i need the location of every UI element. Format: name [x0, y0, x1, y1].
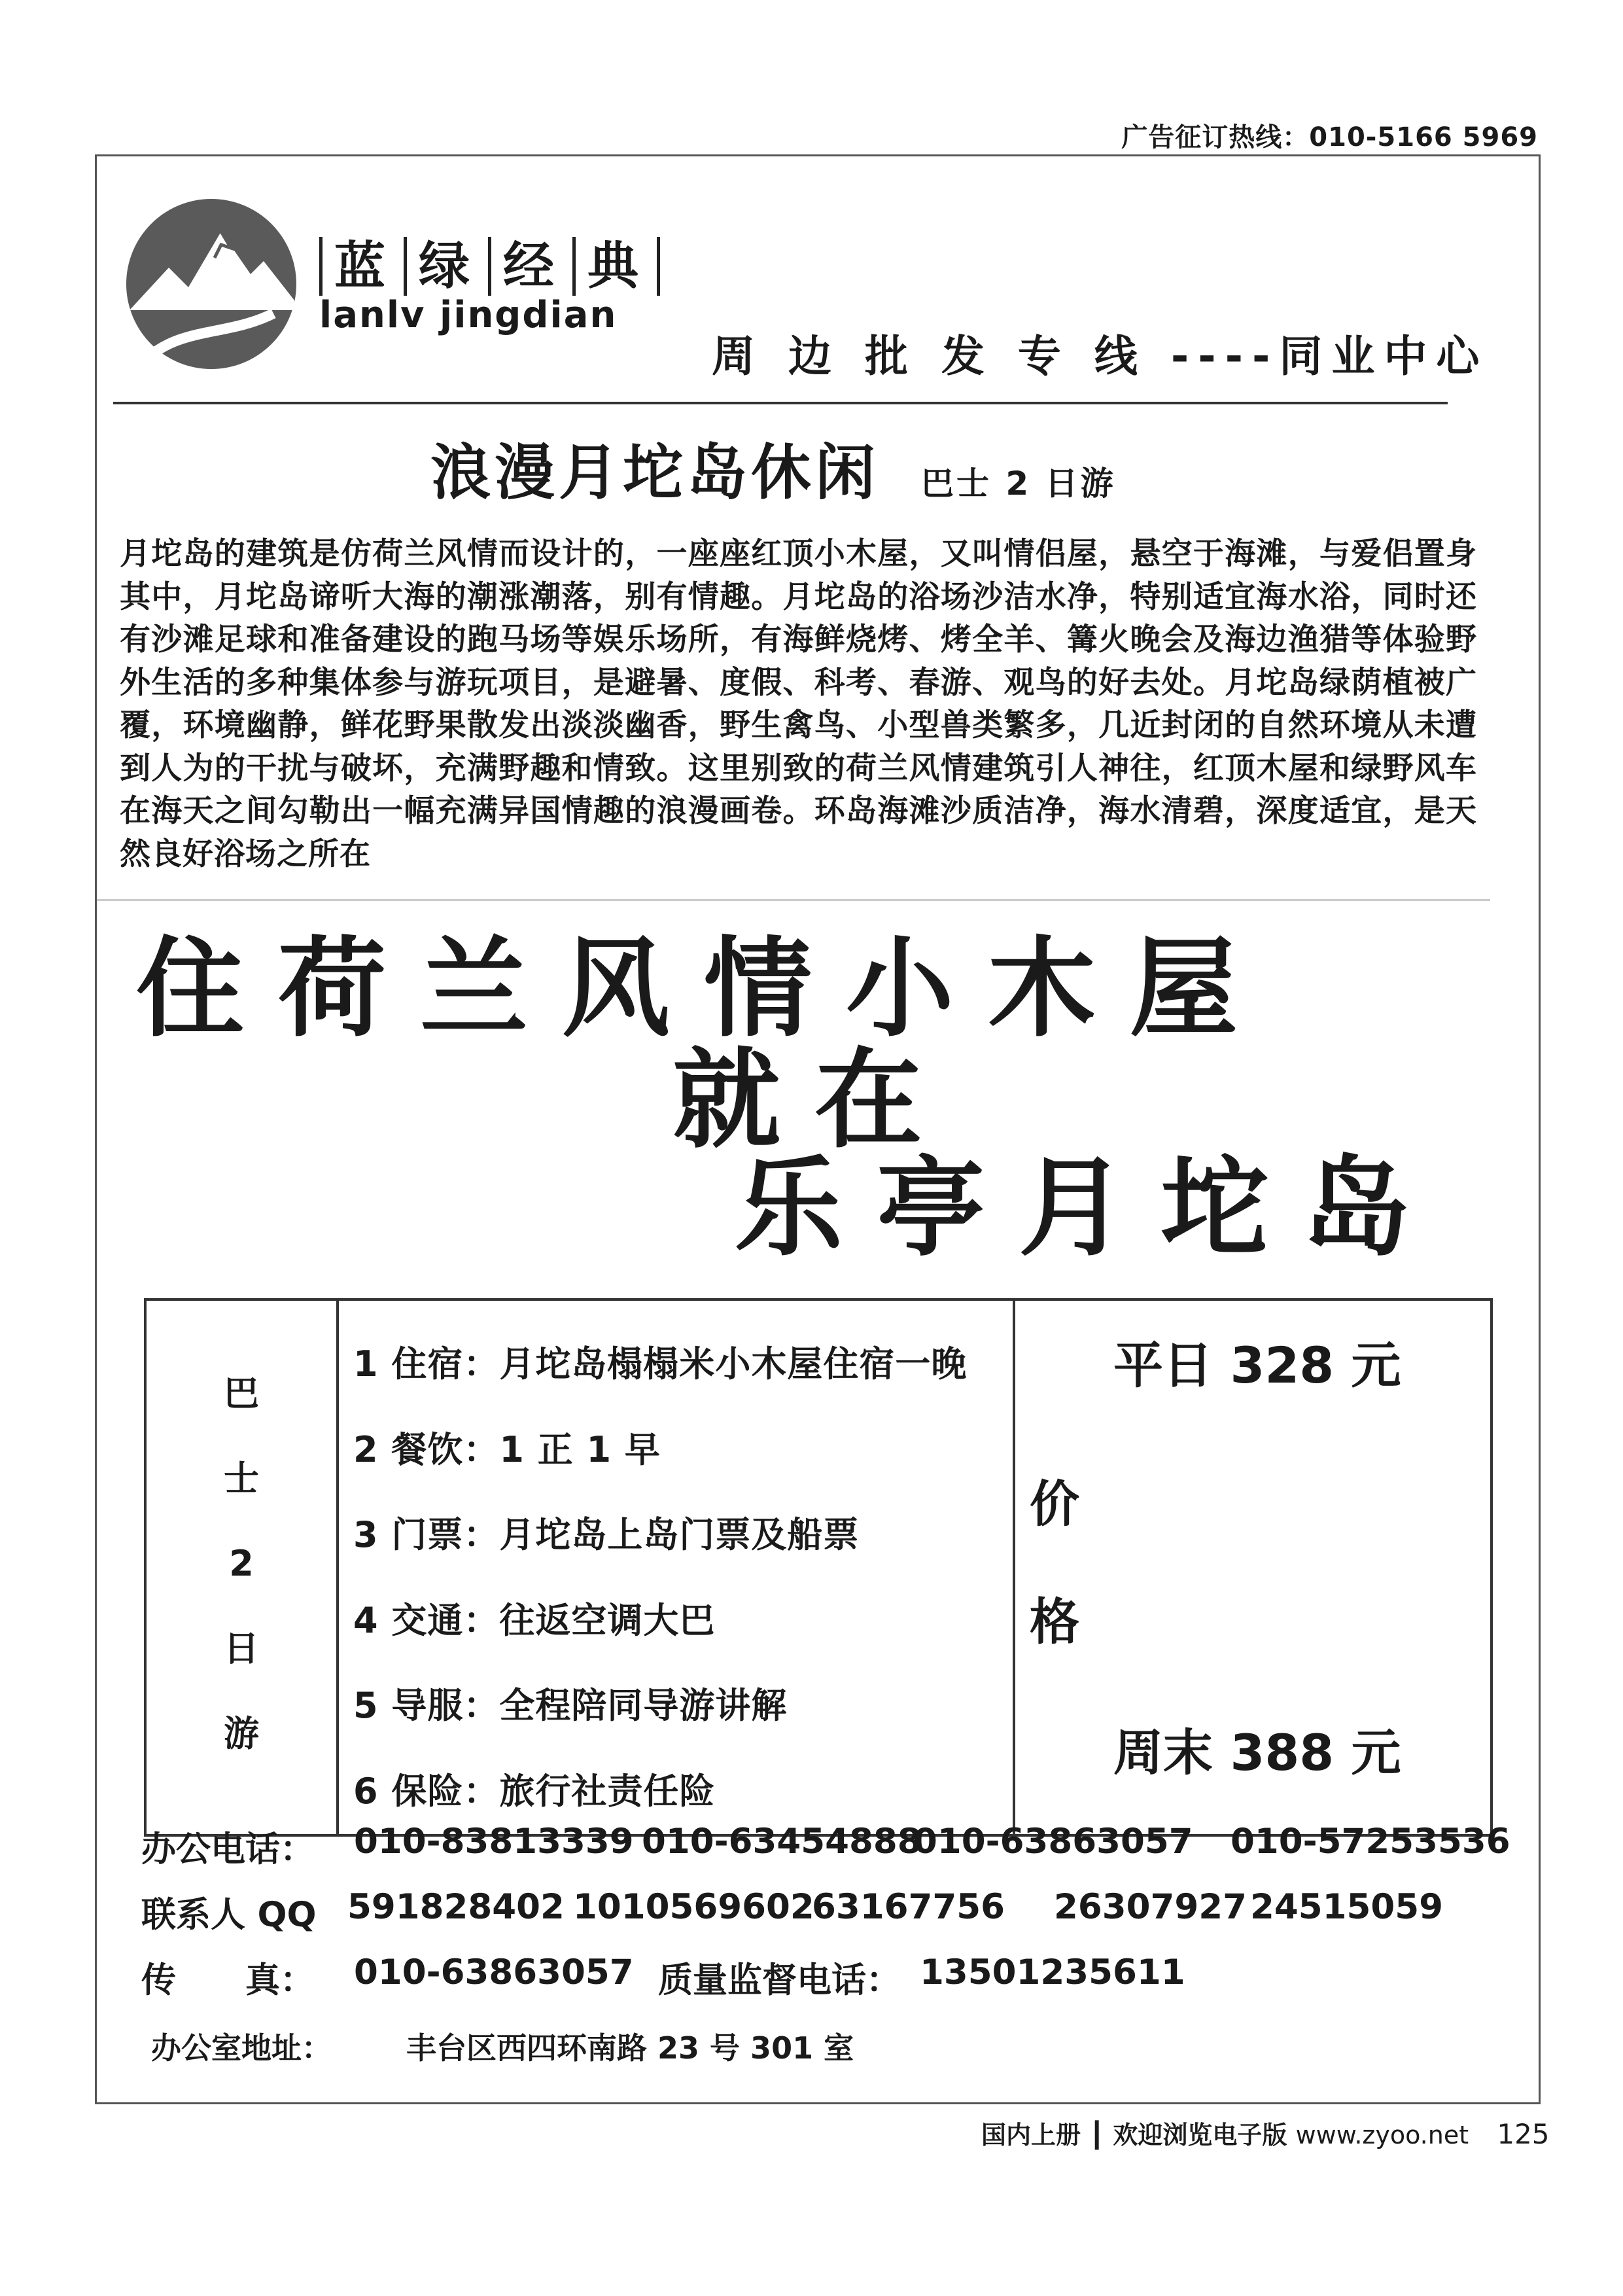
footer-text: 国内上册 ┃ 欢迎浏览电子版 — [981, 2121, 1287, 2149]
description-paragraph: 月坨岛的建筑是仿荷兰风情而设计的，一座座红顶小木屋，又叫情侣屋，悬空于海滩，与爱侣置身其中，月坨岛谛听大海的潮涨潮落，别有情趣。月坨岛的浴场沙洁水净，特别适宜海水浴，同时还有沙滩足球和准备建设的跑马场等娱乐场所，有海鲜烧烤、烤全羊、篝火晚会及海边渔猎等体验野外生活的多种集体参与游玩项目，是避暑、度假、科考、春游、观鸟的好去处。月坨岛绿荫植被广覆，环境幽静，鲜花野果散发出淡淡幽香，野生禽鸟、小型兽类繁多，几近封闭的自然环境从未遭到人为的干扰与破坏，充满野趣和情致。这里别致的荷兰风情建筑引人神往，红顶木屋和绿野风车在海天之间勾勒出一幅充满异国情趣的浪漫画卷。环岛海滩沙质洁净，海水清碧，深度适宜，是天然良好浴场之所在 — [120, 536, 1477, 872]
package-name-char: 巴 — [224, 1373, 259, 1414]
office-phone: 010-63454888 — [642, 1822, 922, 1862]
page-number: 125 — [1497, 2118, 1550, 2150]
package-item: 1 住宿：月坨岛榻榻米小木屋住宿一晚 — [353, 1343, 968, 1385]
price-label: 格 — [1030, 1593, 1079, 1651]
ad-hotline: 广告征订热线：010-5166 5969 — [1121, 122, 1538, 152]
ad-subtitle: 巴士 2 日游 — [921, 465, 1116, 503]
qq-number: 63167756 — [812, 1887, 1005, 1927]
slogan-line-1: 住荷兰风情小木屋 — [136, 926, 1272, 1051]
brand-char: 蓝 — [319, 237, 404, 296]
ad-frame — [95, 154, 1541, 2104]
package-item: 2 餐饮：1 正 1 早 — [353, 1428, 661, 1470]
office-address: 丰台区西四环南路 23 号 301 室 — [406, 2030, 854, 2066]
quality-hotline: 13501235611 — [920, 1952, 1185, 1992]
package-items-cell — [338, 1299, 1014, 1835]
page-footer — [981, 2115, 1550, 2151]
package-item: 3 门票：月坨岛上岛门票及船票 — [353, 1514, 860, 1555]
brand-char: 绿 — [404, 237, 488, 296]
package-table — [144, 1298, 1493, 1837]
brand-tagline: 周 边 批 发 专 线 ----同业中心 — [712, 331, 1489, 381]
office-phone: 010-83813339 — [354, 1822, 634, 1862]
price-cell — [1014, 1299, 1492, 1835]
qq-number: 591828402 — [347, 1887, 565, 1927]
section-divider — [97, 899, 1490, 901]
fax-number: 010-63863057 — [354, 1952, 634, 1992]
price-weekday: 平日 328 元 — [1113, 1336, 1401, 1394]
office-phone: 010-63863057 — [913, 1822, 1193, 1862]
package-name-char: 2 — [229, 1543, 254, 1584]
brand-name — [319, 225, 660, 298]
price-weekend: 周末 388 元 — [1113, 1723, 1401, 1782]
package-name-char: 士 — [224, 1458, 259, 1499]
package-item: 6 保险：旅行社责任险 — [353, 1770, 716, 1812]
price-label: 价 — [1030, 1475, 1079, 1533]
ad-title: 浪漫月坨岛休闲 — [430, 438, 880, 508]
package-name-char: 游 — [224, 1713, 259, 1754]
quality-hotline-label: 质量监督电话： — [658, 1960, 901, 2000]
qq-label: 联系人 QQ — [141, 1895, 317, 1935]
brand-char: 经 — [488, 237, 572, 296]
address-label: 办公室地址： — [151, 2030, 332, 2066]
package-item: 5 导服：全程陪同导游讲解 — [353, 1685, 788, 1726]
slogan-line-3: 乐亭月坨岛 — [735, 1145, 1444, 1271]
office-phone: 010-57253536 — [1230, 1822, 1510, 1862]
header-divider — [113, 402, 1448, 404]
package-name-char: 日 — [224, 1628, 259, 1669]
qq-number: 24515059 — [1250, 1887, 1444, 1927]
qq-number: 1010569602 — [573, 1887, 814, 1927]
qq-number: 26307927 — [1054, 1887, 1248, 1927]
office-phone-label: 办公电话： — [141, 1829, 315, 1869]
package-name-cell — [145, 1299, 338, 1835]
brand-pinyin: lanlv jingdian — [319, 294, 618, 336]
footer-website-link[interactable]: www.zyoo.net — [1295, 2121, 1469, 2149]
package-item: 4 交通：往返空调大巴 — [353, 1599, 716, 1641]
fax-label: 传 真： — [141, 1960, 315, 2000]
mountain-logo-icon — [123, 196, 300, 372]
brand-char: 典 — [572, 237, 660, 296]
slogan-line-2: 就在 — [672, 1037, 956, 1163]
